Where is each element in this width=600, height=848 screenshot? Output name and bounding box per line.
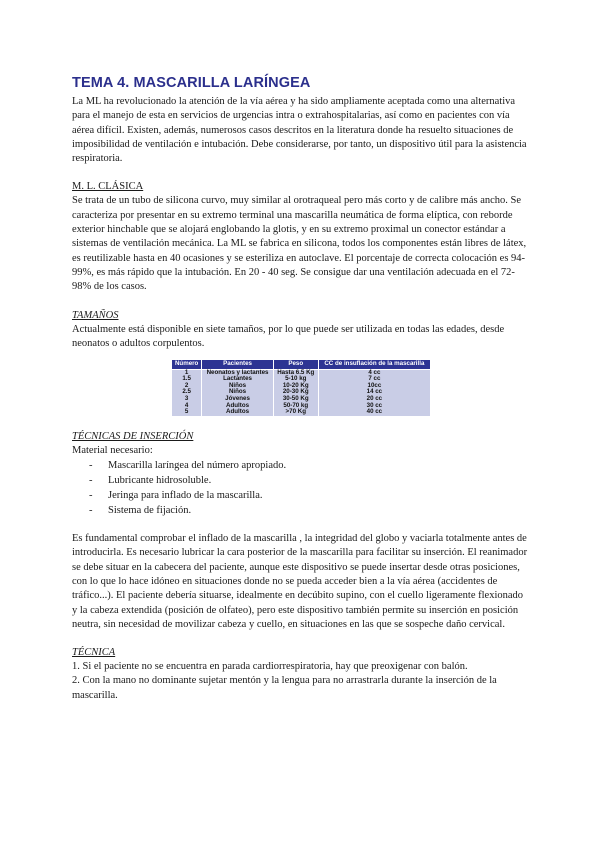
page-title: TEMA 4. MASCARILLA LARÍNGEA <box>72 75 311 91</box>
table-header-cell: CC de insuflación de la mascarilla <box>318 360 430 370</box>
table-cell: Adultos <box>202 409 273 416</box>
list-item <box>72 473 528 488</box>
list-dash: - <box>89 505 93 517</box>
table-row <box>172 409 431 416</box>
list-item-text: Sistema de fijación. <box>108 505 192 517</box>
table-cell: Jóvenes <box>202 396 273 403</box>
tamanos-paragraph: Actualmente está disponible en siete tamaños, por lo que puede ser utilizada en todas las edades, desde neonatos o adultos corpulentos. <box>72 323 505 349</box>
table-cell: 50-70 kg <box>273 403 318 410</box>
list-item-text: Jeringa para inflado de la mascarilla. <box>108 490 263 502</box>
sizes-table <box>171 359 431 416</box>
list-item <box>72 458 528 473</box>
table-cell: 1 <box>172 369 202 376</box>
table-cell: 5 <box>172 409 202 416</box>
material-label: Material necesario: <box>72 444 153 456</box>
table-cell: 7 cc <box>318 376 430 383</box>
table-cell: Niños <box>202 383 273 390</box>
table-header-cell: Pacientes <box>202 360 273 370</box>
list-item-text: Mascarilla laríngea del número apropiado. <box>108 460 287 472</box>
materials-list <box>72 458 528 518</box>
tecnicas-paragraph: Es fundamental comprobar el inflado de la mascarilla , la integridad del globo y vaciarla totalmente antes de introducirla. Es necesario lubricar la cara posterior de la mascarilla para facilitar su inserción. El reanimador se debe situar en la cabecera del paciente, aunque este dispositivo se puede insertar desde otras posiciones, con lo que lo hace idóneo en situaciones donde no se pueda acceder bien a la vía aérea (accidentes de tráfico...). El paciente debería situarse, idealmente en decúbito supino, con el cuello ligeramente flexionado y la cabeza extendida (posición de olfateo), pero este dispositivo también permite su inserción en posición neutra, sin necesidad de movilizar cabeza y cuello, en situaciones en las que se sospeche daño cervical. <box>72 533 528 630</box>
table-cell: Adultos <box>202 403 273 410</box>
intro-paragraph: La ML ha revolucionado la atención de la vía aérea y ha sido ampliamente aceptada como una alternativa para el manejo de esta en servicios de urgencias intra o extrahospitalarias, así como en pacientes con vía aérea difícil. Existen, además, numerosos casos descritos en la literatura donde ha resuelto situaciones de imposibilidad de ventilación e intubación. Debe considerarse, por tanto, un dispositivo útil para la asistencia respiratoria. <box>72 96 527 165</box>
table-cell: 5-10 kg <box>273 376 318 383</box>
table-cell: >70 Kg <box>273 409 318 416</box>
table-cell: Hasta 6.5 Kg <box>273 369 318 376</box>
table-header-row <box>172 360 431 370</box>
clasica-paragraph: Se trata de un tubo de silicona curvo, muy similar al orotraqueal pero más corto y de calibre más ancho. Se caracteriza por presentar en su extremo terminal una mascarilla neumática de forma elíptica, con reborde exterior hinchable que se alojará englobando la glotis, y en su extremo proximal un conector estándar a sistemas de ventilación mecánica. La ML se fabrica en silicona, todos los componentes están libres de látex, es reutilizable hasta en 40 ocasiones y se esteriliza en autoclave. El porcentaje de correcta colocación es 94-99%, es más rápido que la intubación. En 20 - 40 seg. Se consigue dar una ventilación adecuada en el 72-98% de los casos. <box>72 195 527 293</box>
table-cell: 3 <box>172 396 202 403</box>
table-cell: 20-30 Kg <box>273 389 318 396</box>
table-cell: 1.5 <box>172 376 202 383</box>
table-cell: Niños <box>202 389 273 396</box>
document-page <box>72 75 528 703</box>
list-dash: - <box>89 490 93 502</box>
table-cell: 10cc <box>318 383 430 390</box>
list-dash: - <box>89 475 93 487</box>
table-cell: 30-50 Kg <box>273 396 318 403</box>
section-heading-tecnicas: TÉCNICAS DE INSERCIÓN <box>72 430 194 442</box>
table-cell: 14 cc <box>318 389 430 396</box>
table-cell: 2 <box>172 383 202 390</box>
table-cell: 2.5 <box>172 389 202 396</box>
table-cell: Lactantes <box>202 376 273 383</box>
section-heading-clasica: M. L. CLÁSICA <box>72 181 144 193</box>
table-cell: 4 <box>172 403 202 410</box>
tecnica-step: 2. Con la mano no dominante sujetar mentón y la lengua para no arrastrarla durante la inserción de la mascarilla. <box>72 675 497 701</box>
table-cell: 30 cc <box>318 403 430 410</box>
section-heading-tamanos: TAMAÑOS <box>72 309 119 321</box>
list-dash: - <box>89 460 93 472</box>
list-item <box>72 503 528 518</box>
table-cell: 40 cc <box>318 409 430 416</box>
list-item <box>72 488 528 503</box>
table-cell: Neonatos y lactantes <box>202 369 273 376</box>
table-header-cell: Número <box>172 360 202 370</box>
list-item-text: Lubricante hidrosoluble. <box>108 475 212 487</box>
table-cell: 10-20 Kg <box>273 383 318 390</box>
table-cell: 20 cc <box>318 396 430 403</box>
table-header-cell: Peso <box>273 360 318 370</box>
section-heading-tecnica: TÉCNICA <box>72 647 116 659</box>
tecnica-step: 1. Si el paciente no se encuentra en parada cardiorrespiratoria, hay que preoxigenar con balón. <box>72 661 468 673</box>
table-cell: 4 cc <box>318 369 430 376</box>
